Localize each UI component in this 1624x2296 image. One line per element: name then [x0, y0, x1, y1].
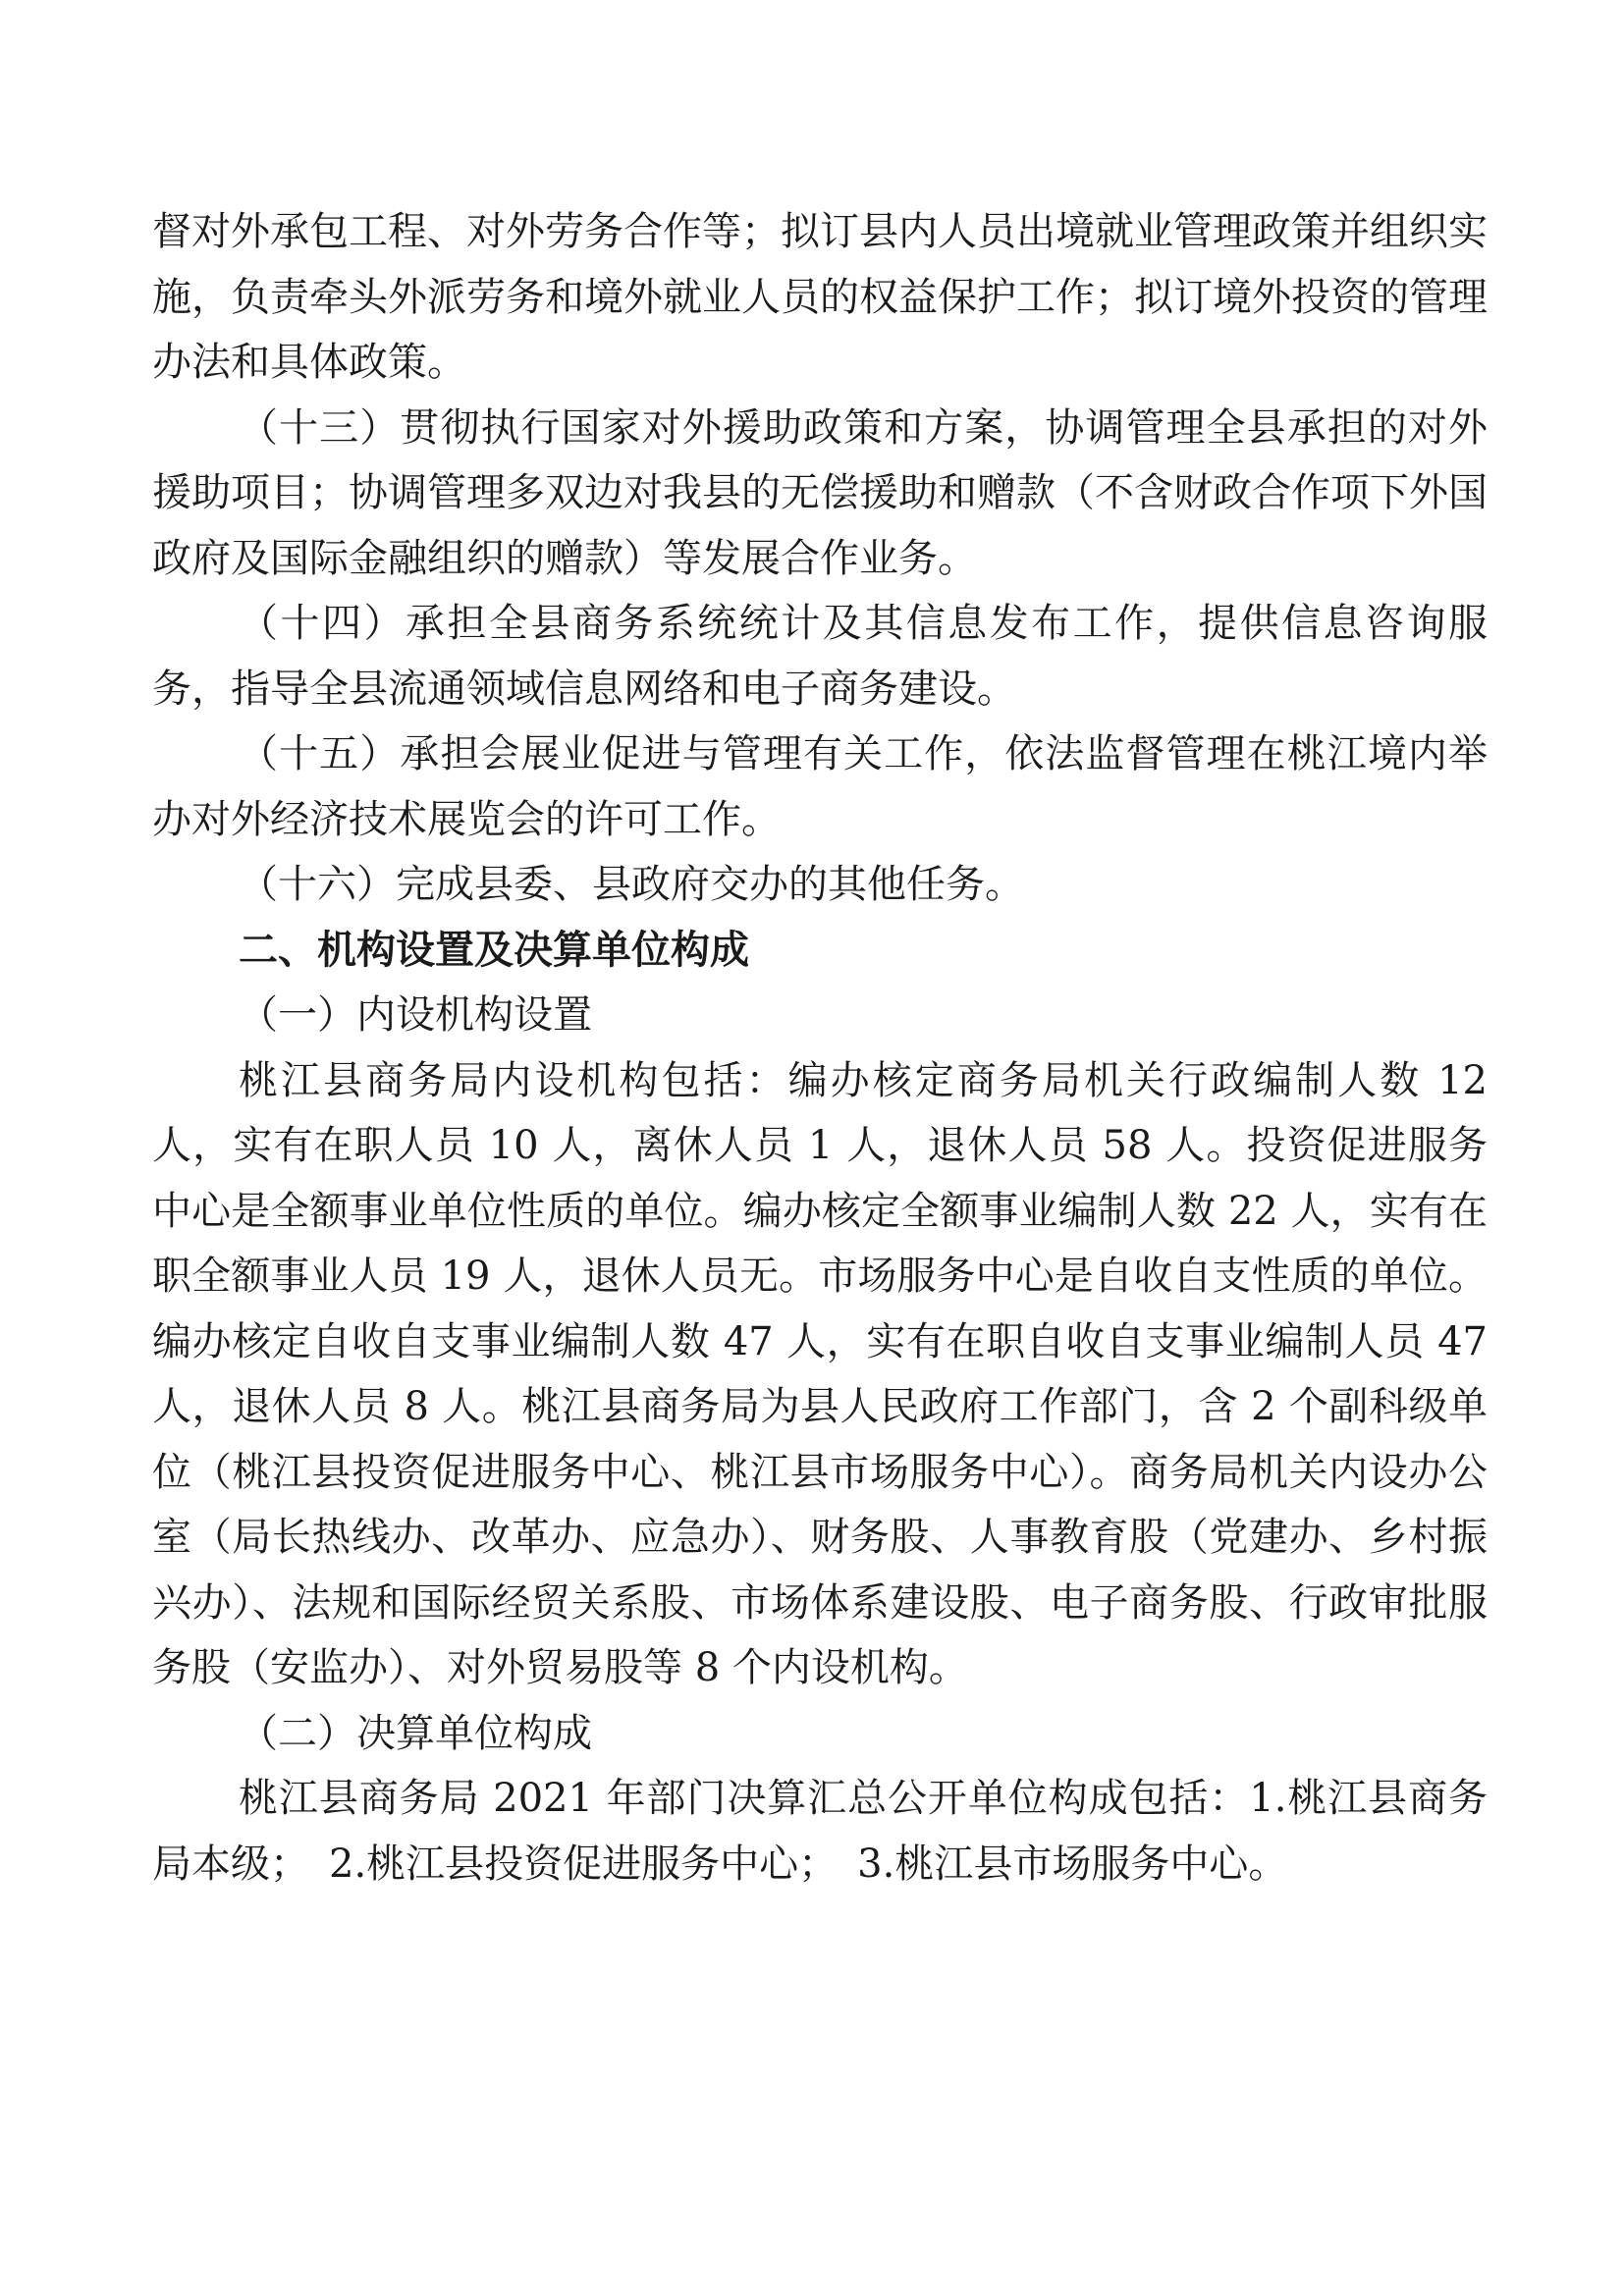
- paragraph-budget-units: 桃江县商务局 2021 年部门决算汇总公开单位构成包括：1.桃江县商务局本级； 2.桃江县投资促进服务中心； 3.桃江县市场服务中心。: [152, 1776, 1488, 1887]
- paragraph-item-16: （十六）完成县委、县政府交办的其他任务。: [239, 862, 1024, 907]
- paragraph-item-14: （十四）承担全县商务系统统计及其信息发布工作，提供信息咨询服务，指导全县流通领域信息网络和电子商务建设。: [152, 601, 1488, 712]
- paragraph-internal-structure: 桃江县商务局内设机构包括：编办核定商务局机关行政编制人数 12 人，实有在职人员 10 人，离休人员 1 人，退休人员 58 人。投资促进服务中心是全额事业单位性质的单位。编办核定全额事业编制人数 22 人，实有在职全额事业人员 19 人，退休人员无。市场服务中心是自收自支性质的单位。编办核定自收自支事业编制人数 47 人，实有在职自收自支事业编制人员 47 人，退休人员 8 人。桃江县商务局为县人民政府工作部门，含 2 个副科级单位（桃江县投资促进服务中心、桃江县市场服务中心）。商务局机关内设办公室（局长热线办、改革办、应急办）、财务股、人事教育股（党建办、乡村振兴办）、法规和国际经贸关系股、市场体系建设股、电子商务股、行政审批服务股（安监办）、对外贸易股等 8 个内设机构。: [152, 1057, 1488, 1690]
- paragraph-item-15: （十五）承担会展业促进与管理有关工作，依法监督管理在桃江境内举办对外经济技术展览会的许可工作。: [152, 731, 1488, 842]
- section-heading: 二、机构设置及决算单位构成: [239, 927, 749, 973]
- subsection-heading-budget-units: （二）决算单位构成: [239, 1710, 592, 1756]
- document-body: [152, 199, 1488, 1896]
- paragraph-item-13: （十三）贯彻执行国家对外援助政策和方案，协调管理全县承担的对外援助项目；协调管理多双边对我县的无偿援助和赠款（不含财政合作项下外国政府及国际金融组织的赠款）等发展合作业务。: [152, 404, 1488, 581]
- subsection-heading-internal-structure: （一）内设机构设置: [239, 992, 592, 1038]
- paragraph-continuation: 督对外承包工程、对外劳务合作等；拟订县内人员出境就业管理政策并组织实施，负责牵头外派劳务和境外就业人员的权益保护工作；拟订境外投资的管理办法和具体政策。: [152, 209, 1488, 385]
